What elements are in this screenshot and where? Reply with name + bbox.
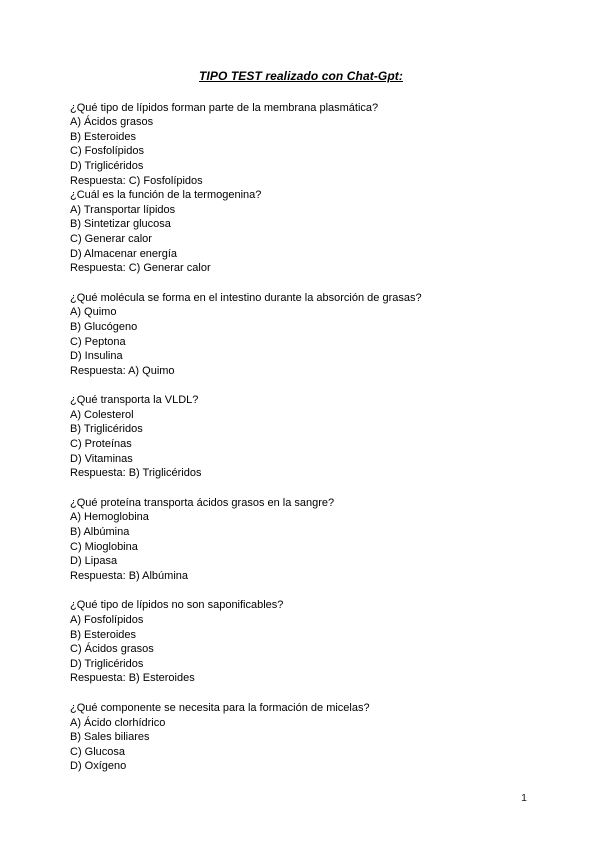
question-text: ¿Qué tipo de lípidos no son saponificables? — [70, 599, 284, 612]
answer-option: D) Triglicéridos — [70, 657, 144, 670]
question-text: ¿Qué tipo de lípidos forman parte de la membrana plasmática? — [70, 101, 379, 114]
question-block — [70, 188, 532, 276]
answer-option: B) Glucógeno — [70, 320, 138, 333]
answer-option: A) Ácidos grasos — [70, 116, 154, 129]
answer-option: C) Generar calor — [70, 232, 152, 245]
answer-line: Respuesta: B) Triglicéridos — [70, 467, 202, 480]
answer-option: C) Ácidos grasos — [70, 643, 154, 656]
answer-option: B) Esteroides — [70, 130, 137, 143]
answer-line: Respuesta: B) Esteroides — [70, 672, 195, 685]
page-number: 1 — [521, 792, 527, 804]
question-block — [70, 291, 532, 379]
question-block — [70, 598, 532, 686]
question-block — [70, 701, 532, 774]
question-text: ¿Qué transporta la VLDL? — [70, 394, 199, 407]
answer-option: D) Almacenar energía — [70, 247, 177, 260]
answer-option: B) Sintetizar glucosa — [70, 218, 171, 231]
answer-option: D) Triglicéridos — [70, 159, 144, 172]
question-text: ¿Qué componente se necesita para la formación de micelas? — [70, 701, 370, 714]
document-title: TIPO TEST realizado con Chat-Gpt: — [199, 69, 403, 83]
answer-option: C) Glucosa — [70, 745, 126, 758]
question-text: ¿Qué molécula se forma en el intestino durante la absorción de grasas? — [70, 291, 422, 304]
answer-option: C) Mioglobina — [70, 540, 138, 553]
answer-option: B) Albúmina — [70, 526, 130, 539]
answer-option: D) Vitaminas — [70, 452, 133, 465]
answer-option: B) Sales biliares — [70, 731, 150, 744]
answer-line: Respuesta: C) Fosfolípidos — [70, 174, 203, 187]
answer-option: A) Ácido clorhídrico — [70, 716, 166, 729]
answer-line: Respuesta: A) Quimo — [70, 364, 175, 377]
document-content — [70, 69, 532, 789]
answer-option: B) Triglicéridos — [70, 423, 143, 436]
question-text: ¿Cuál es la función de la termogenina? — [70, 189, 262, 202]
answer-option: A) Quimo — [70, 306, 117, 319]
answer-option: C) Proteínas — [70, 438, 132, 451]
question-block — [70, 393, 532, 481]
question-block — [70, 101, 532, 189]
answer-option: A) Transportar lípidos — [70, 203, 176, 216]
answer-option: A) Hemoglobina — [70, 511, 149, 524]
answer-option: C) Fosfolípidos — [70, 145, 144, 158]
answer-option: D) Insulina — [70, 350, 123, 363]
question-block — [70, 496, 532, 584]
answer-line: Respuesta: C) Generar calor — [70, 262, 211, 275]
answer-line: Respuesta: B) Albúmina — [70, 569, 189, 582]
answer-option: D) Lipasa — [70, 555, 118, 568]
answer-option: A) Colesterol — [70, 408, 134, 421]
answer-option: D) Oxígeno — [70, 760, 127, 773]
question-text: ¿Qué proteína transporta ácidos grasos en la sangre? — [70, 496, 335, 509]
answer-option: A) Fosfolípidos — [70, 614, 144, 626]
answer-option: B) Esteroides — [70, 628, 137, 641]
questions-list — [70, 101, 532, 774]
answer-option: C) Peptona — [70, 335, 126, 348]
